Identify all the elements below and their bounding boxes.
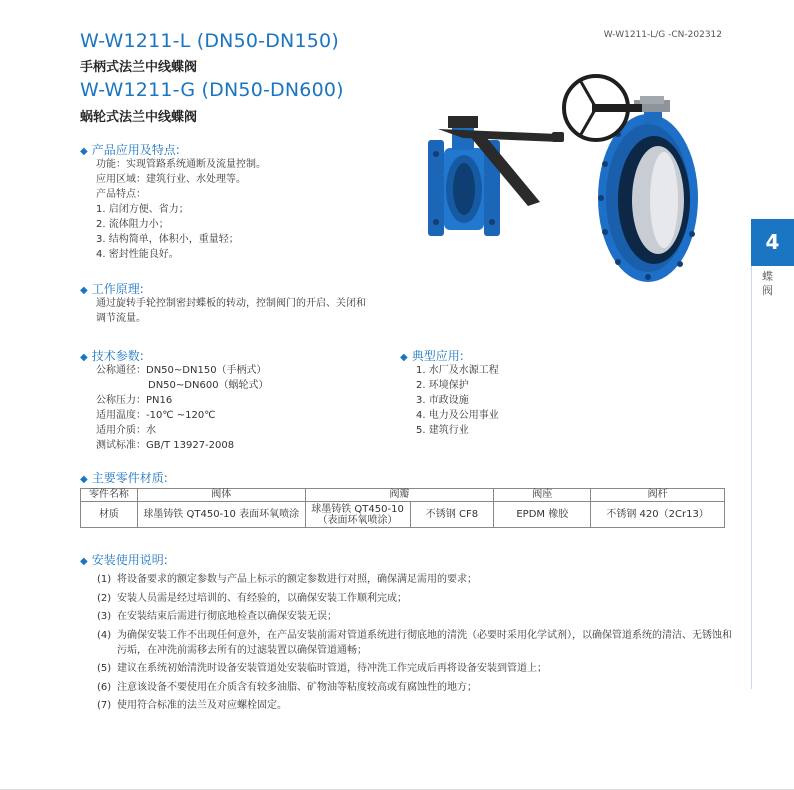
- tech-params-text: [96, 363, 269, 453]
- diamond-bullet-icon: ◆: [80, 352, 88, 363]
- diamond-bullet-icon: ◆: [80, 474, 88, 485]
- text-line: 1. 水厂及水源工程: [416, 365, 499, 376]
- diamond-bullet-icon: ◆: [80, 556, 88, 567]
- table-header-cell: 阀瓣: [305, 489, 494, 502]
- diamond-bullet-icon: ◆: [400, 352, 408, 363]
- product-subtitle-l: 手柄式法兰中线蝶阀: [80, 60, 198, 75]
- list-item: (7) 使用符合标准的法兰及对应螺栓固定。: [97, 700, 287, 711]
- table-cell-disc: [305, 502, 494, 528]
- diamond-bullet-icon: ◆: [80, 285, 88, 296]
- text-line: 4. 电力及公用事业: [416, 410, 499, 421]
- list-item: (2) 安装人员需是经过培训的、有经验的，以确保安装工作顺利完成；: [97, 592, 407, 604]
- section-heading-typical-apps: ◆ 典型应用:: [400, 349, 464, 363]
- product-image: [408, 74, 708, 284]
- sidebar-divider: [751, 219, 752, 689]
- list-item: (6) 注意该设备不要使用在介质含有较多油脂、矿物油等粘度较高或有腐蚀性的地方；: [97, 681, 477, 693]
- table-header-cell: 零件名称: [81, 489, 138, 502]
- product-title-l: W-W1211-L (DN50-DN150): [80, 30, 339, 52]
- installation-list: [97, 572, 737, 717]
- text-line: 5. 建筑行业: [416, 425, 469, 436]
- table-cell: 不锈钢 420（2Cr13）: [591, 502, 725, 528]
- gear-valve-illustration: [564, 76, 698, 282]
- text-line: 2. 环境保护: [416, 380, 469, 391]
- text-line: 应用区域：建筑行业、水处理等。: [96, 174, 246, 185]
- table-cell: EPDM 橡胶: [494, 502, 591, 528]
- product-subtitle-g: 蜗轮式法兰中线蝶阀: [80, 110, 198, 125]
- principle-text: [96, 296, 366, 326]
- text-line: DN50~DN600（蜗轮式）: [148, 380, 269, 391]
- table-header-row: [81, 489, 725, 502]
- section-heading-applications: ◆ 产品应用及特点:: [80, 143, 180, 157]
- disc-material-line2: （表面环氧喷涂）: [317, 514, 398, 526]
- table-cell: 材质: [81, 502, 138, 528]
- materials-table: [80, 488, 725, 528]
- text-line: 3. 市政设施: [416, 395, 469, 406]
- typical-apps-text: [416, 363, 499, 438]
- disc-material-alt: 不锈钢 CF8: [425, 508, 479, 520]
- list-item: (5) 建议在系统初始清洗时设备安装管道处安装临时管道，待冲洗工作完成后再将设备安装到管道上；: [97, 663, 547, 674]
- section-heading-installation: ◆ 安装使用说明:: [80, 553, 168, 567]
- table-row: [81, 502, 725, 528]
- chapter-label: 蝶阀: [762, 270, 773, 297]
- list-item: (3) 在安装结束后需进行彻底地检查以确保安装无误；: [97, 611, 337, 622]
- text-line: 适用介质：水: [96, 425, 156, 436]
- text-line: 4. 密封性能良好。: [96, 249, 179, 260]
- section-heading-materials: ◆ 主要零件材质:: [80, 471, 168, 485]
- text-line: 功能：实现管路系统通断及流量控制。: [96, 159, 266, 170]
- diamond-bullet-icon: ◆: [80, 146, 88, 157]
- table-header-cell: 阀杆: [591, 489, 725, 502]
- text-line: 适用温度：-10℃ ~120℃: [96, 410, 216, 421]
- disc-material-line1: 球墨铸铁 QT450-10: [311, 503, 404, 515]
- product-title-g: W-W1211-G (DN50-DN600): [80, 79, 344, 101]
- text-line: 公称压力：PN16: [96, 395, 173, 406]
- list-item: (1) 将设备要求的额定参数与产品上标示的额定参数进行对照，确保满足需用的要求；: [97, 574, 477, 585]
- text-line: 3. 结构简单，体积小，重量轻；: [96, 234, 239, 245]
- text-line: 调节流量。: [96, 313, 146, 324]
- section-heading-principle: ◆ 工作原理:: [80, 282, 144, 296]
- document-code: W-W1211-L/G -CN-202312: [603, 30, 722, 40]
- text-line: 公称通径：DN50~DN150（手柄式）: [96, 365, 267, 376]
- text-line: 通过旋转手轮控制密封蝶板的转动，控制阀门的开启、关闭和: [96, 298, 366, 309]
- section-heading-tech-params: ◆ 技术参数:: [80, 349, 144, 363]
- handle-valve-illustration: [428, 116, 564, 236]
- text-line: 产品特点：: [96, 189, 146, 200]
- applications-text: [96, 157, 266, 262]
- table-header-cell: 阀座: [494, 489, 591, 502]
- table-cell: 球墨铸铁 QT450-10 表面环氧喷涂: [137, 502, 305, 528]
- text-line: 测试标准：GB/T 13927-2008: [96, 440, 235, 451]
- text-line: 1. 启闭方便、省力；: [96, 204, 189, 215]
- text-line: 2. 流体阻力小；: [96, 219, 169, 230]
- chapter-tab[interactable]: 4: [751, 219, 794, 266]
- table-header-cell: 阀体: [137, 489, 305, 502]
- list-item: (4) 为确保安装工作不出现任何意外，在产品安装前需对管道系统进行彻底地的清洗（必要时采用化学试剂），以确保管道系统的清洁、无锈蚀和污垢，在冲洗前需移去所有的过滤装置以确保管道通畅；: [97, 629, 732, 656]
